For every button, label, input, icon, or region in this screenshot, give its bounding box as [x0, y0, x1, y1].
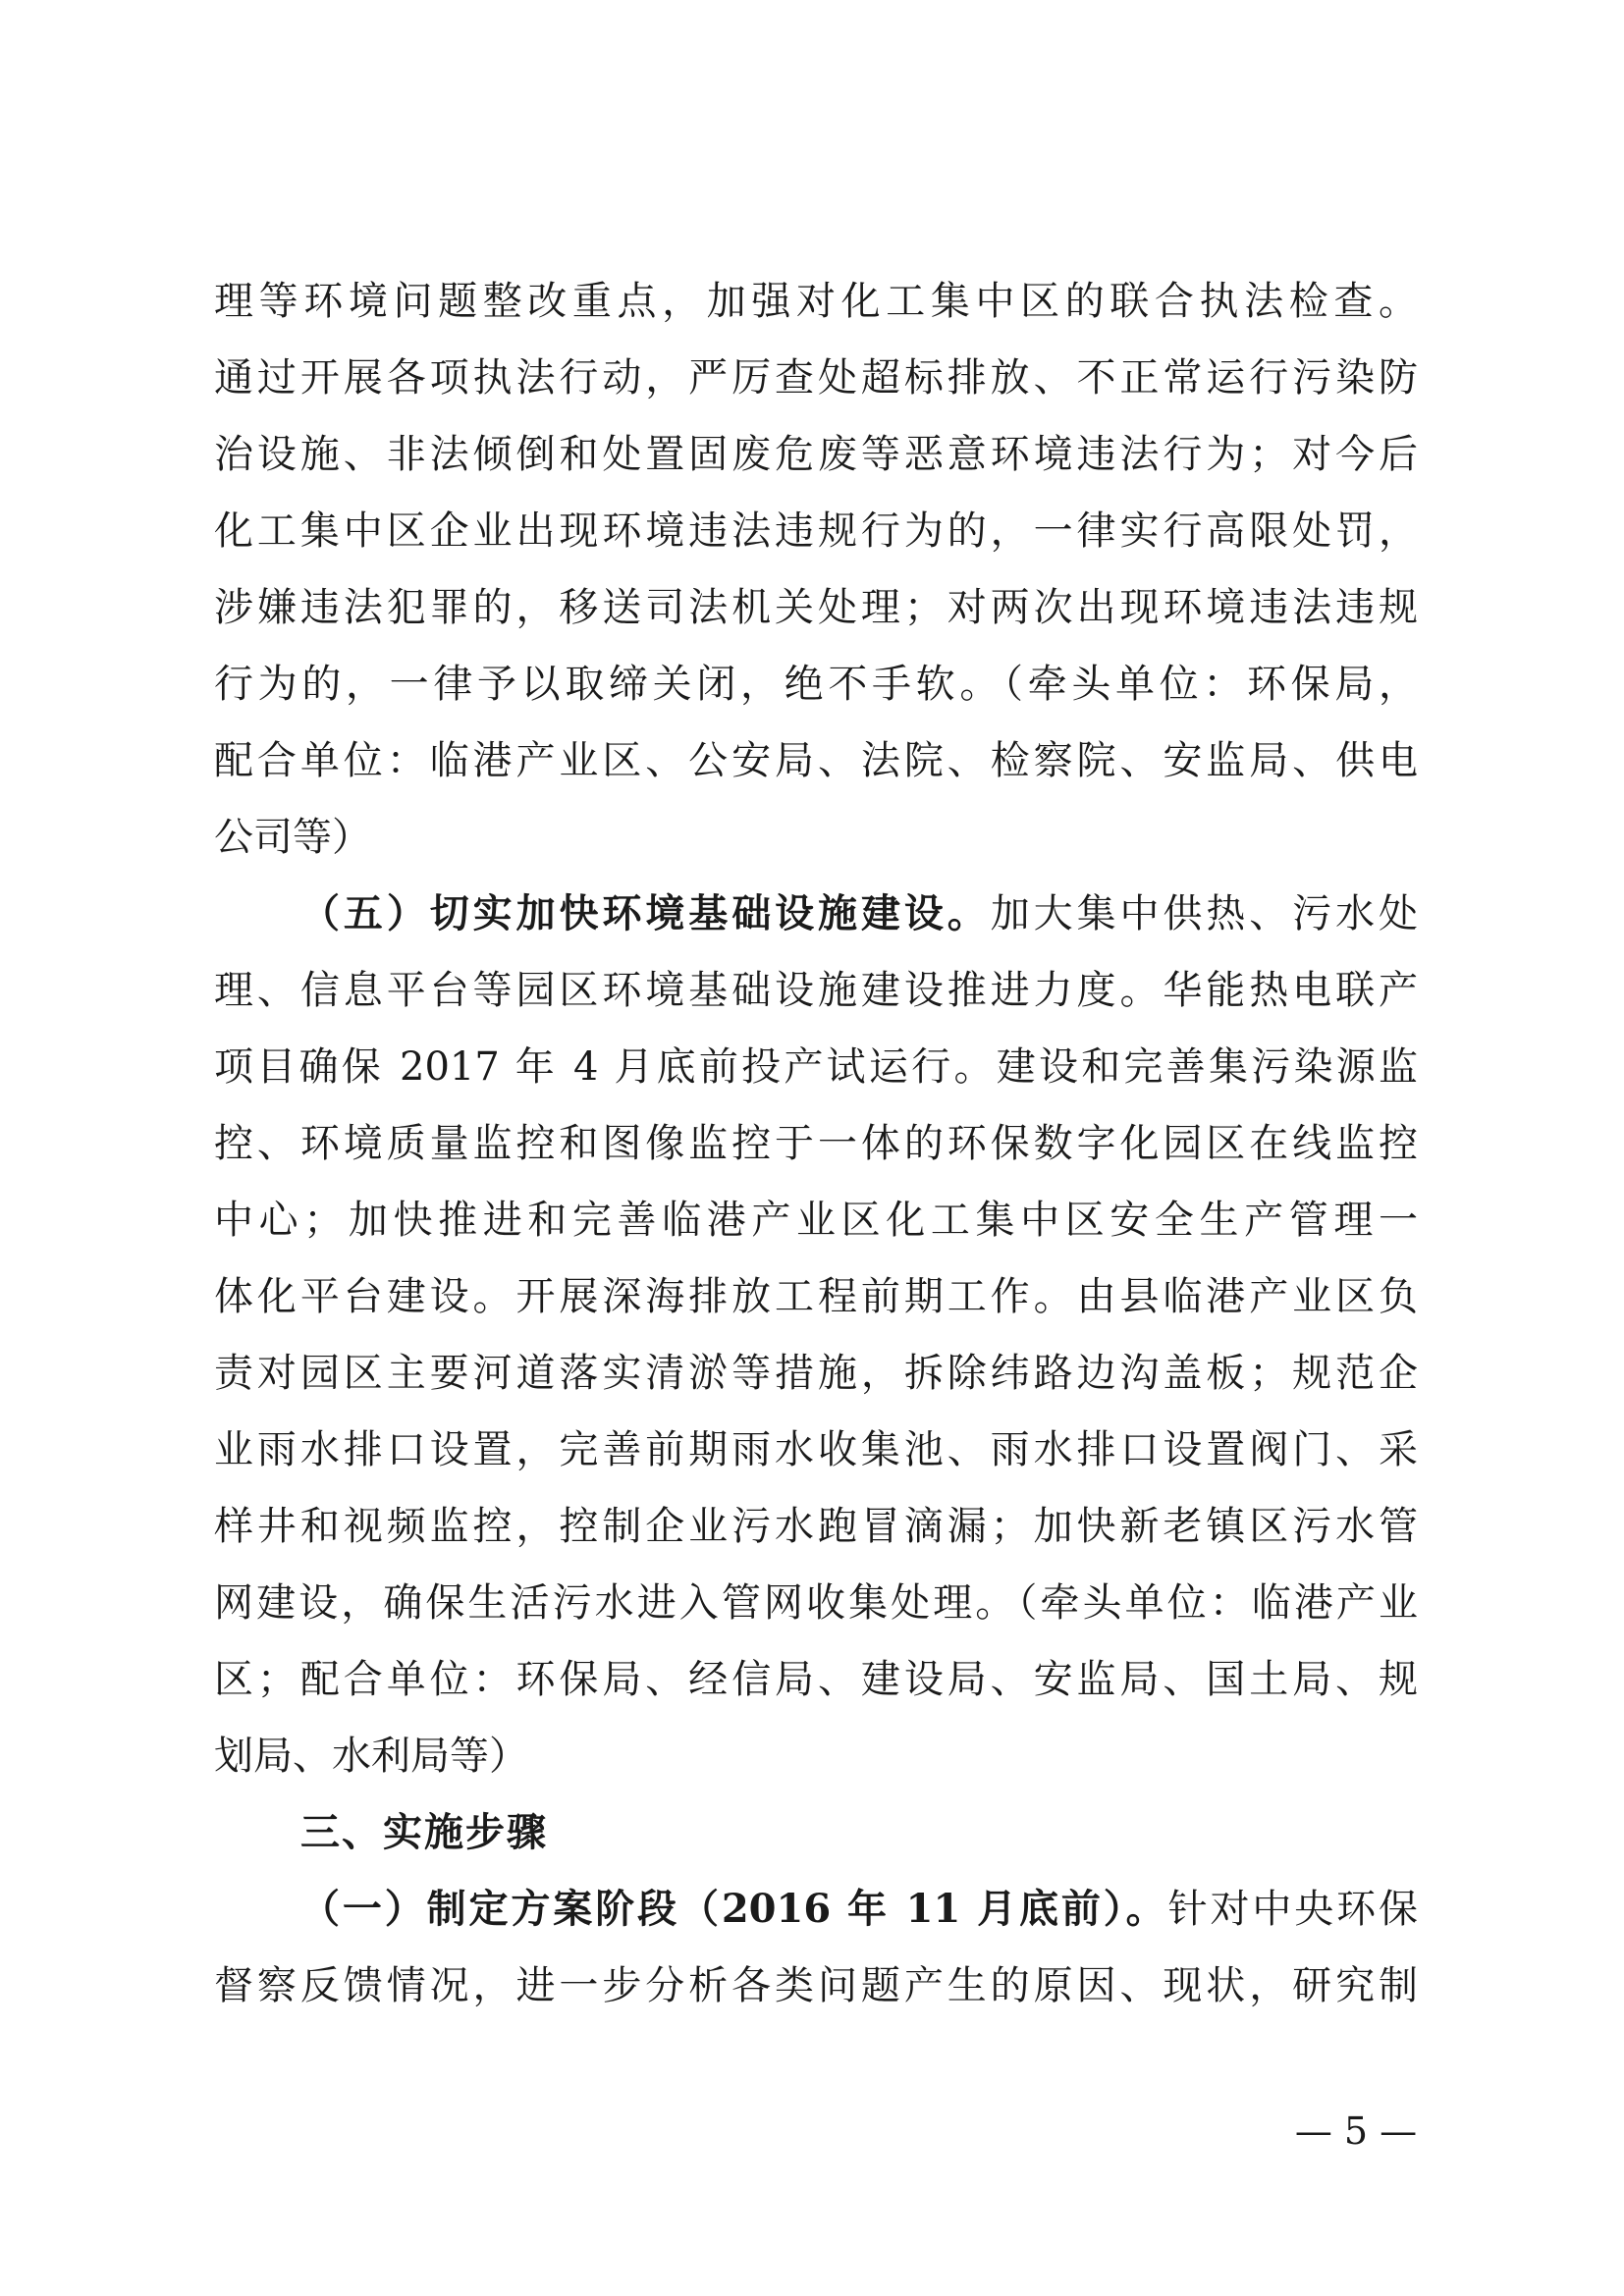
section-5-line: 业雨水排口设置，完善前期雨水收集池、雨水排口设置阀门、采 — [214, 1427, 1418, 1472]
section-3-heading: 三、实施步骤 — [300, 1810, 548, 1855]
section-5-line: 网建设，确保生活污水进入管网收集处理。（牵头单位：临港产业 — [214, 1580, 1418, 1626]
section-5-line: 区；配合单位：环保局、经信局、建设局、安监局、国土局、规 — [214, 1657, 1418, 1702]
body-line: 治设施、非法倾倒和处置固废危废等恶意环境违法行为；对今后 — [214, 432, 1418, 477]
body-line: 行为的，一律予以取缔关闭，绝不手软。（牵头单位：环保局， — [214, 662, 1418, 707]
section-5-first-line-text: 加大集中供热、污水处 — [990, 891, 1418, 936]
section-5-first-line — [214, 876, 1418, 952]
document-body — [214, 263, 1418, 2024]
section-5-line: 体化平台建设。开展深海排放工程前期工作。由县临港产业区负 — [214, 1274, 1418, 1319]
section-5-line: 责对园区主要河道落实清淤等措施，拆除纬路边沟盖板；规范企 — [214, 1351, 1418, 1396]
section-5-line: 划局、水利局等） — [214, 1734, 528, 1779]
body-line: 化工集中区企业出现环境违法违规行为的，一律实行高限处罚， — [214, 508, 1418, 554]
step-1-heading: （一）制定方案阶段（2016 年 11 月底前）。 — [300, 1886, 1168, 1932]
body-line: 配合单位：临港产业区、公安局、法院、检察院、安监局、供电 — [214, 738, 1418, 783]
step-1-line: 督察反馈情况，进一步分析各类问题产生的原因、现状，研究制 — [214, 1963, 1418, 2008]
step-1-first-line — [214, 1871, 1418, 1948]
step-1-first-line-text: 针对中央环保 — [1167, 1887, 1418, 1932]
section-5-line: 控、环境质量监控和图像监控于一体的环保数字化园区在线监控 — [214, 1121, 1418, 1166]
section-5-line: 项目确保 2017 年 4 月底前投产试运行。建设和完善集污染源监 — [214, 1044, 1418, 1090]
section-5-line: 理、信息平台等园区环境基础设施建设推进力度。华能热电联产 — [214, 968, 1418, 1013]
body-line: 理等环境问题整改重点，加强对化工集中区的联合执法检查。 — [214, 279, 1418, 324]
page-number: — 5 — — [1294, 2109, 1418, 2153]
section-5-heading: （五）切实加快环境基础设施建设。 — [300, 890, 991, 936]
body-line: 公司等） — [214, 815, 371, 860]
section-5-line: 样井和视频监控，控制企业污水跑冒滴漏；加快新老镇区污水管 — [214, 1504, 1418, 1549]
body-line: 通过开展各项执法行动，严厉查处超标排放、不正常运行污染防 — [214, 355, 1418, 400]
section-5-line: 中心；加快推进和完善临港产业区化工集中区安全生产管理一 — [214, 1198, 1418, 1243]
body-line: 涉嫌违法犯罪的，移送司法机关处理；对两次出现环境违法违规 — [214, 585, 1418, 630]
